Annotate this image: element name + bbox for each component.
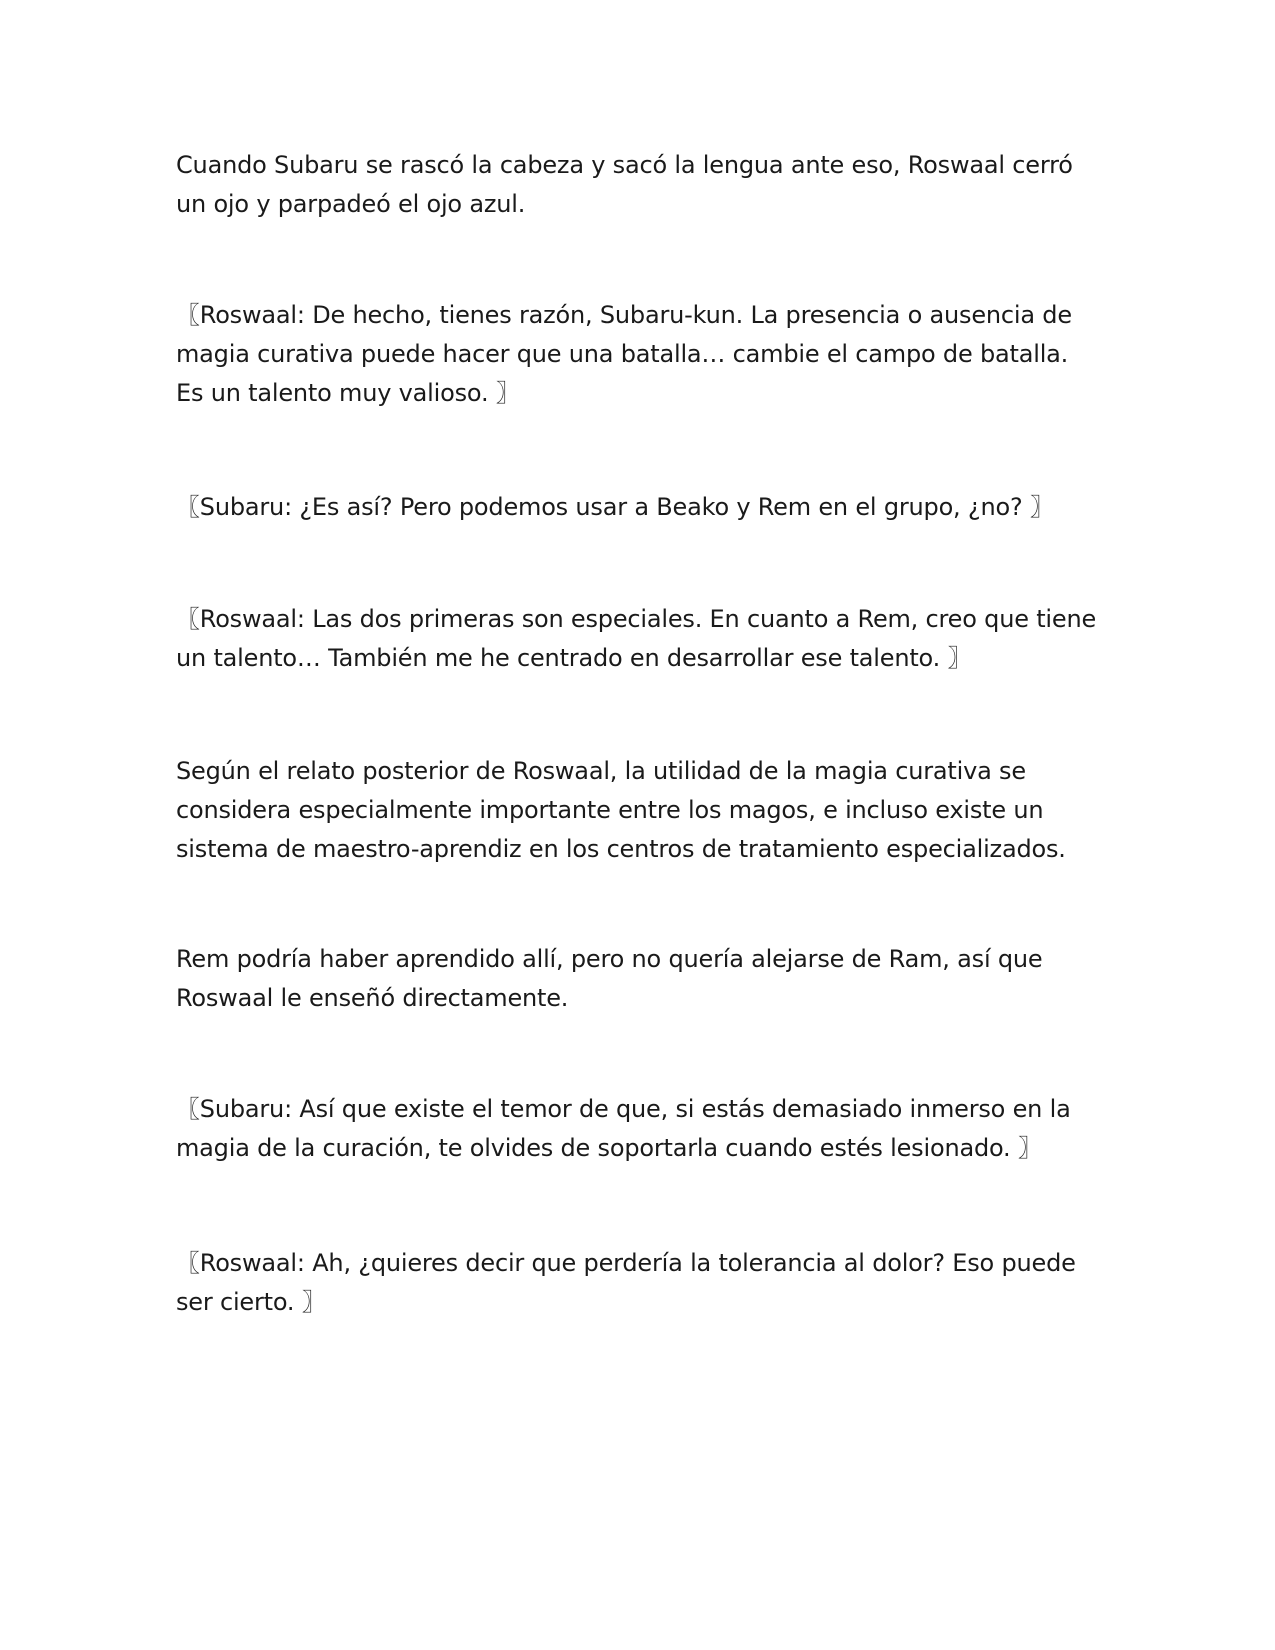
paragraph-dialogue-subaru-2: 〖Subaru: Así que existe el temor de que, si estás demasiado inmerso en la magia de la curación, te olvides de soportarla cuando estés lesionado. 〗 (176, 1095, 1071, 1162)
paragraph-dialogue-subaru-1: 〖Subaru: ¿Es así? Pero podemos usar a Beako y Rem en el grupo, ¿no? 〗 (176, 493, 1054, 521)
paragraph-narration-2: Según el relato posterior de Roswaal, la utilidad de la magia curativa se considera especialmente importante entre los magos, e incluso existe un sistema de maestro-aprendiz en los centros de tratamiento especializados. (176, 757, 1066, 863)
paragraph-narration-3: Rem podría haber aprendido allí, pero no quería alejarse de Ram, así que Roswaal le enseñó directamente. (176, 945, 1043, 1012)
paragraph-dialogue-roswaal-2: 〖Roswaal: Las dos primeras son especiales. En cuanto a Rem, creo que tiene un talento… También me he centrado en desarrollar ese talento. 〗 (176, 605, 1097, 672)
paragraph-dialogue-roswaal-1: 〖Roswaal: De hecho, tienes razón, Subaru-kun. La presencia o ausencia de magia curativa puede hacer que una batalla… cambie el campo de batalla. Es un talento muy valioso. 〗 (176, 301, 1072, 407)
paragraph-dialogue-roswaal-3: 〖Roswaal: Ah, ¿quieres decir que perdería la tolerancia al dolor? Eso puede ser cierto. 〗 (176, 1249, 1076, 1316)
paragraph-narration-1: Cuando Subaru se rascó la cabeza y sacó la lengua ante eso, Roswaal cerró un ojo y parpadeó el ojo azul. (176, 151, 1073, 218)
